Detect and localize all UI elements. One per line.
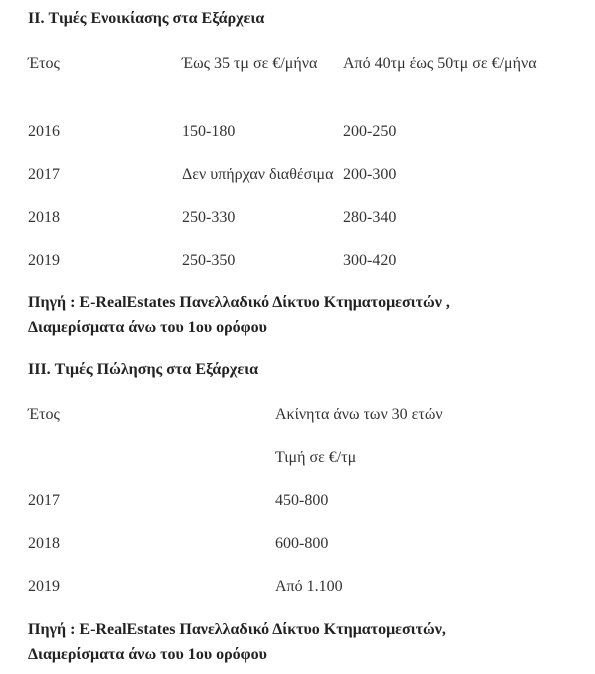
table-cell-price: 450-800 xyxy=(275,492,329,509)
table-header-medium: Από 40τμ έως 50τμ σε €/μήνα xyxy=(343,55,537,72)
section-3-title: III. Τιμές Πώλησης στα Εξάρχεια xyxy=(28,361,259,378)
table-cell-year: 2019 xyxy=(28,252,60,269)
table-cell-year: 2016 xyxy=(28,123,60,140)
table-header-price-unit: Τιμή σε €/τμ xyxy=(275,449,357,466)
table-cell-small: 250-350 xyxy=(182,252,236,269)
table-cell-medium: 280-340 xyxy=(343,209,397,226)
table-header-year: Έτος xyxy=(28,55,60,72)
table-cell-price: 600-800 xyxy=(275,535,329,552)
table-cell-year: 2017 xyxy=(28,166,60,183)
table-header-year: Έτος xyxy=(28,406,60,423)
source-note-line-2: Διαμερίσματα άνω του 1ου ορόφου xyxy=(28,319,267,336)
source-note-line-1: Πηγή : E-RealEstates Πανελλαδικό Δίκτυο Κτηματομεσιτών, xyxy=(28,621,446,638)
table-cell-medium: 200-250 xyxy=(343,123,397,140)
table-cell-medium: 300-420 xyxy=(343,252,397,269)
table-header-small: Έως 35 τμ σε €/μήνα xyxy=(182,55,318,72)
table-cell-year: 2019 xyxy=(28,578,60,595)
table-cell-year: 2018 xyxy=(28,209,60,226)
table-cell-small: 150-180 xyxy=(182,123,236,140)
table-cell-small: 250-330 xyxy=(182,209,236,226)
table-cell-year: 2017 xyxy=(28,492,60,509)
table-cell-small: Δεν υπήρχαν διαθέσιμα xyxy=(182,166,334,183)
table-cell-year: 2018 xyxy=(28,535,60,552)
table-cell-price: Από 1.100 xyxy=(275,578,343,595)
source-note-line-2: Διαμερίσματα άνω του 1ου ορόφου xyxy=(28,646,267,663)
table-cell-medium: 200-300 xyxy=(343,166,397,183)
table-header-property: Ακίνητα άνω των 30 ετών xyxy=(275,406,443,423)
source-note-line-1: Πηγή : E-RealEstates Πανελλαδικό Δίκτυο Κτηματομεσιτών , xyxy=(28,294,450,311)
section-2-title: II. Τιμές Ενοικίασης στα Εξάρχεια xyxy=(28,10,265,27)
